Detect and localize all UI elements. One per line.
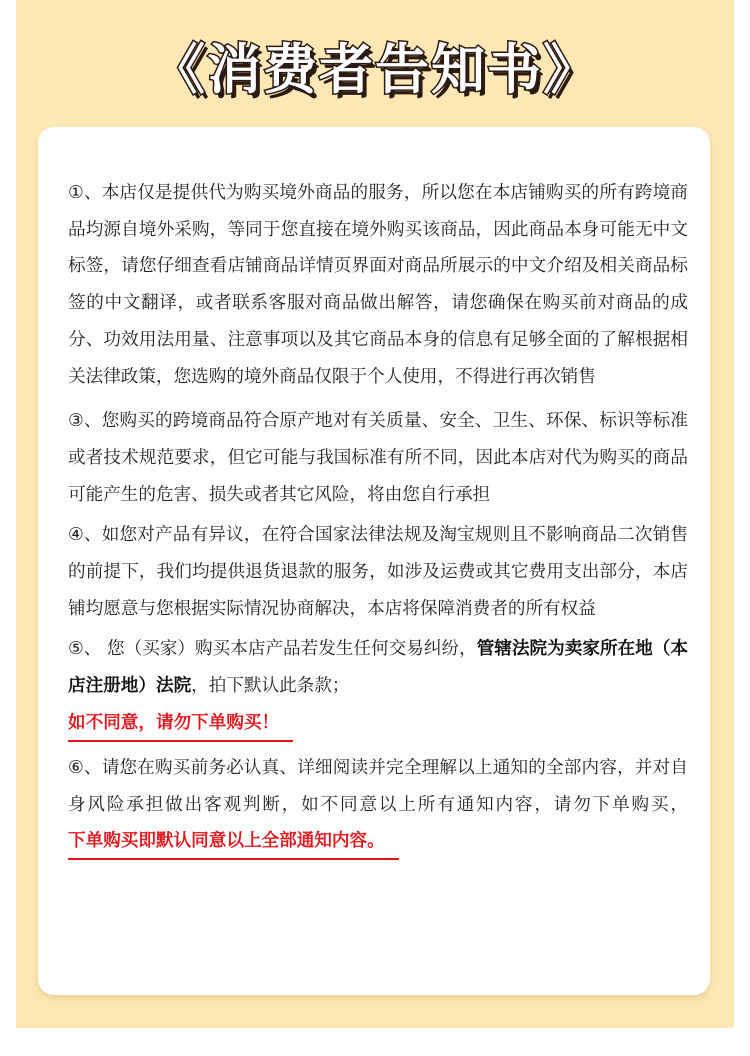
do-not-order-warning: 如不同意，请勿下单购买！ bbox=[68, 706, 293, 742]
jurisdiction-suffix: ，拍下默认此条款； bbox=[191, 676, 350, 697]
notice-paragraph-6 bbox=[68, 750, 688, 860]
notice-paragraph-5 bbox=[68, 631, 688, 741]
jurisdiction-clause: 管辖法院为卖家所在地（本店注册地）法院 bbox=[68, 639, 688, 697]
notice-content bbox=[68, 175, 688, 860]
page-title: 《消费者告知书》 bbox=[151, 38, 599, 101]
default-consent-warning: 下单购买即默认同意以上全部通知内容。 bbox=[68, 824, 399, 860]
notice-paragraph-1: ①、本店仅是提供代为购买境外商品的服务，所以您在本店铺购买的所有跨境商品均源自境外采购，等同于您直接在境外购买该商品，因此商品本身可能无中文标签，请您仔细查看店铺商品详情页界面对商品所展示的中文介绍及相关商品标签的中文翻译，或者联系客服对商品做出解答，请您确保在购买前对商品的成分、功效用法用量、注意事项以及其它商品本身的信息有足够全面的了解根据相关法律政策，您选购的境外商品仅限于个人使用，不得进行再次销售 bbox=[68, 183, 688, 387]
notice-paragraph-4: ④、如您对产品有异议，在符合国家法律法规及淘宝规则且不影响商品二次销售的前提下，我们均提供退货退款的服务，如涉及运费或其它费用支出部分，本店铺均愿意与您根据实际情况协商解决，本店将保障消费者的所有权益 bbox=[68, 525, 688, 619]
notice-paragraph-3: ③、您购买的跨境商品符合原产地对有关质量、安全、卫生、环保、标识等标准或者技术规范要求，但它可能与我国标准有所不同，因此本店对代为购买的商品可能产生的危害、损失或者其它风险，将由您自行承担 bbox=[68, 411, 688, 505]
read-notice-text: ⑥、请您在购买前务必认真、详细阅读并完全理解以上通知的全部内容，并对自身风险承担做出客观判断，如不同意以上所有通知内容，请勿下单购买， bbox=[68, 757, 688, 815]
jurisdiction-prefix: ⑤、 您（买家）购买本店产品若发生任何交易纠纷， bbox=[68, 639, 477, 660]
